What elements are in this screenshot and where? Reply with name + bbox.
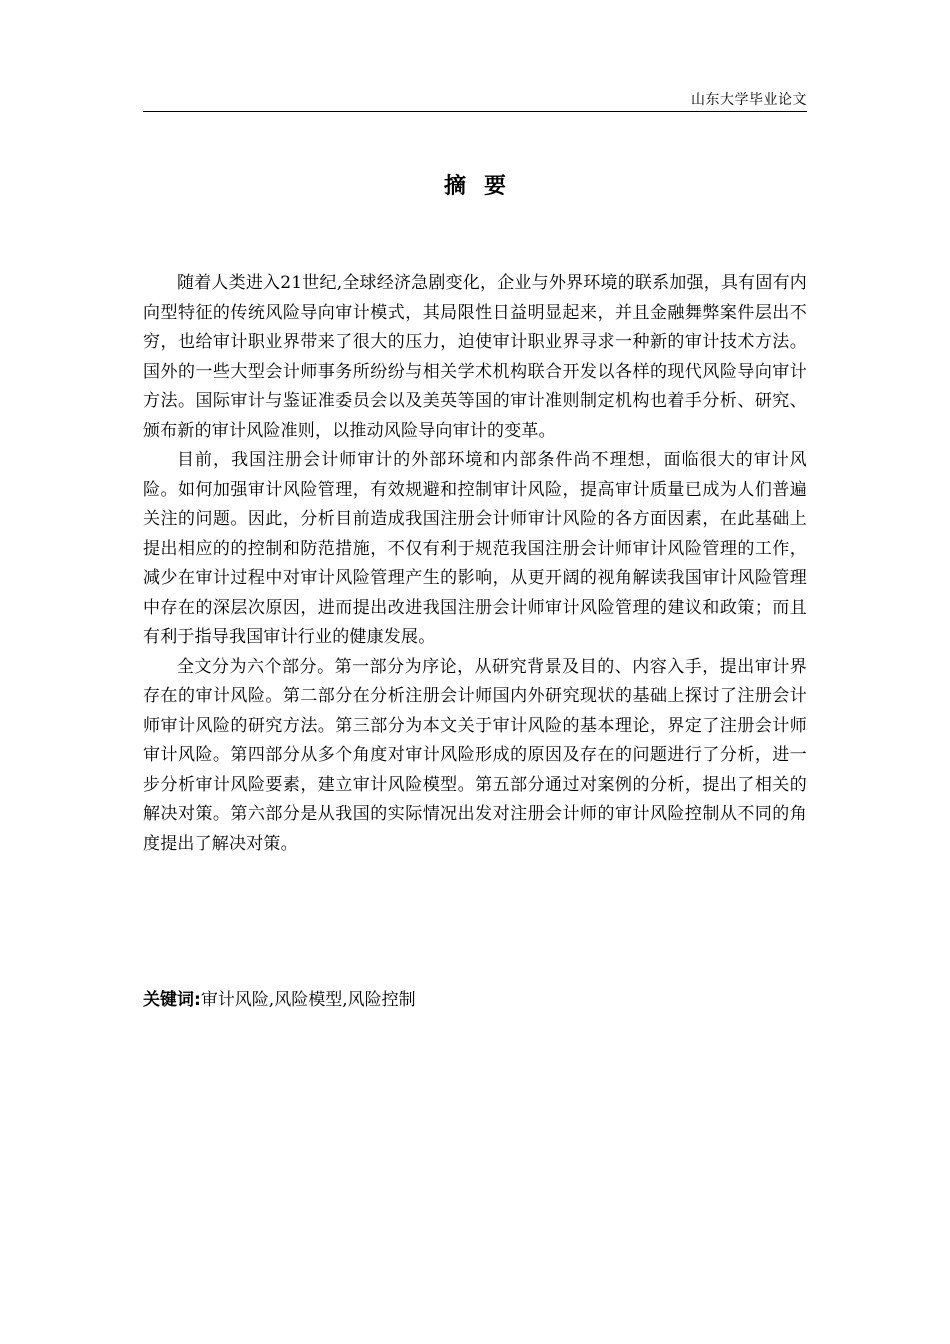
- page-header: [143, 92, 807, 112]
- keywords-value: 审计风险,风险模型,风险控制: [200, 990, 416, 1010]
- abstract-paragraph-2: 目前，我国注册会计师审计的外部环境和内部条件尚不理想，面临很大的审计风险。如何加强审计风险管理，有效规避和控制审计风险，提高审计质量已成为人们普遍关注的问题。因此，分析目前造成我国注册会计师审计风险的各方面因素，在此基础上提出相应的的控制和防范措施，不仅有利于规范我国注册会计师审计风险管理的工作，减少在审计过程中对审计风险管理产生的影响，从更开阔的视角解读我国审计风险管理中存在的深层次原因，进而提出改进我国注册会计师审计风险管理的建议和政策；而且有利于指导我国审计行业的健康发展。: [143, 450, 807, 647]
- abstract-paragraph-3: 全文分为六个部分。第一部分为序论，从研究背景及目的、内容入手，提出审计界存在的审计风险。第二部分在分析注册会计师国内外研究现状的基础上探讨了注册会计师审计风险的研究方法。第三部分为本文关于审计风险的基本理论，界定了注册会计师审计风险。第四部分从多个角度对审计风险形成的原因及存在的问题进行了分析，进一步分析审计风险要素，建立审计风险模型。第五部分通过对案例的分析，提出了相关的解决对策。第六部分是从我国的实际情况出发对注册会计师的审计风险控制从不同的角度提出了解决对策。: [143, 656, 807, 854]
- header-text: 山东大学毕业论文: [691, 92, 807, 108]
- abstract-paragraph-1: 随着人类进入21世纪,全球经济急剧变化，企业与外界环境的联系加强，具有固有内向型特征的传统风险导向审计模式，其局限性日益明显起来，并且金融舞弊案件层出不穷，也给审计职业界带来了很大的压力，迫使审计职业界寻求一种新的审计技术方法。国外的一些大型会计师事务所纷纷与相关学术机构联合开发以各样的现代风险导向审计方法。国际审计与鉴证准委员会以及美英等国的审计准则制定机构也着手分析、研究、颁布新的审计风险准则，以推动风险导向审计的变革。: [143, 273, 807, 441]
- keywords-label: 关键词:: [143, 990, 201, 1010]
- keywords-line: [143, 987, 807, 1013]
- abstract-body: [143, 269, 807, 859]
- abstract-title: 摘要: [443, 174, 524, 199]
